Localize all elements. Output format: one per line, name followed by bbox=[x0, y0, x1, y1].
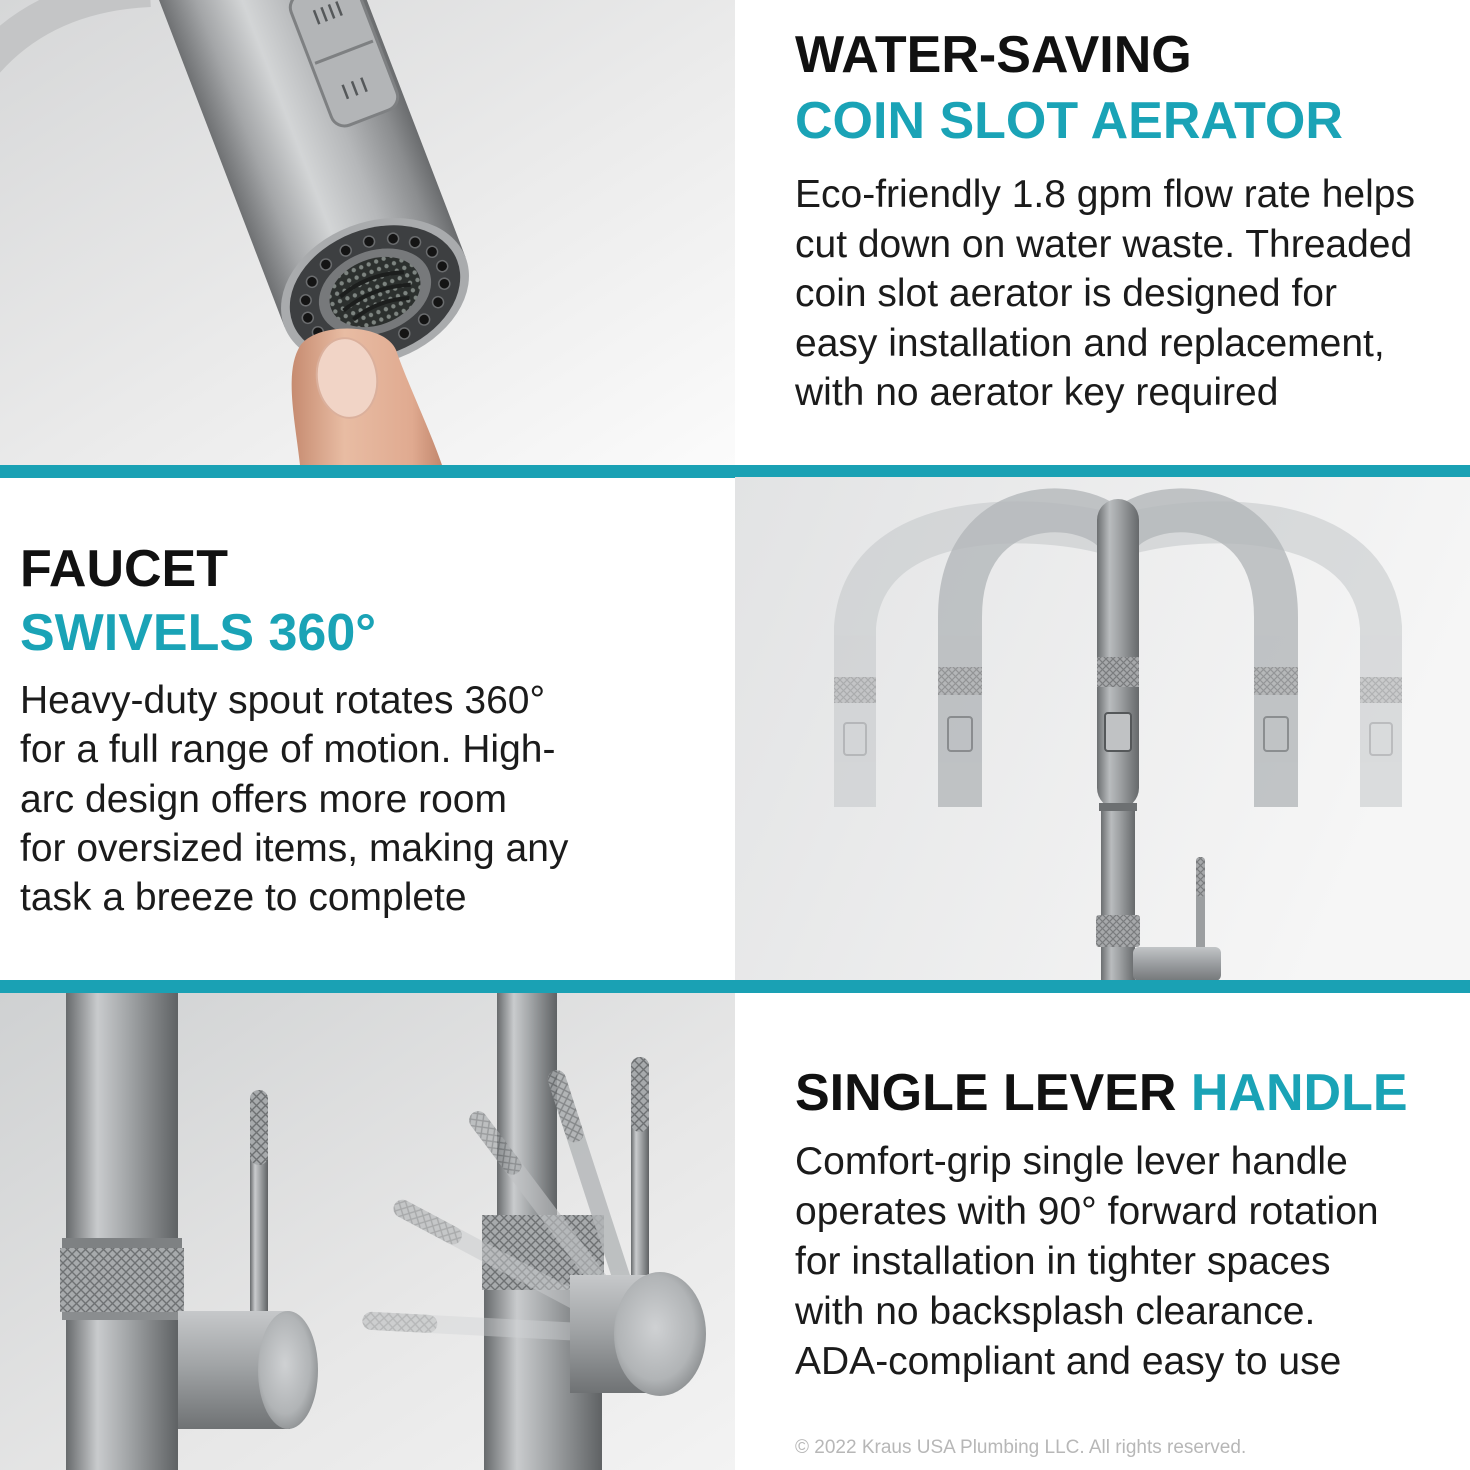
swivel-subtitle: SWIVELS 360° bbox=[20, 604, 377, 662]
lever-title-main: SINGLE LEVER bbox=[795, 1064, 1177, 1122]
swivel-spout-image bbox=[735, 477, 1470, 980]
lever-description-line: with no backsplash clearance. bbox=[795, 1290, 1316, 1333]
stem-knurl-ring bbox=[1096, 915, 1140, 947]
spray-head-collar bbox=[1099, 803, 1137, 811]
swivel-description-line: Heavy-duty spout rotates 360° bbox=[20, 679, 546, 722]
copyright-notice: © 2022 Kraus USA Plumbing LLC. All rights reserved. bbox=[795, 1437, 1247, 1458]
center-spout bbox=[1097, 499, 1139, 809]
lever-description bbox=[795, 1137, 1379, 1387]
aerator-description-line: Eco-friendly 1.8 gpm flow rate helps bbox=[795, 173, 1415, 216]
lever-housing bbox=[1133, 947, 1221, 980]
swivel-description-line: task a breeze to complete bbox=[20, 876, 467, 920]
aerator-subtitle: COIN SLOT AERATOR bbox=[795, 92, 1343, 150]
lever-description-line: for installation in tighter spaces bbox=[795, 1240, 1331, 1283]
lever-description-line: Comfort-grip single lever handle bbox=[795, 1140, 1348, 1183]
lever-end-cap bbox=[614, 1272, 706, 1396]
aerator-title: WATER-SAVING bbox=[795, 26, 1192, 84]
faucet-stem bbox=[1101, 811, 1135, 980]
spray-head-aerator-image bbox=[0, 0, 735, 465]
swivel-description-line: for a full range of motion. High- bbox=[20, 728, 556, 772]
lever-title-accent: HANDLE bbox=[1190, 1064, 1408, 1122]
lever-handle-knurl bbox=[1196, 857, 1205, 897]
swivel-title: FAUCET bbox=[20, 540, 228, 598]
swivel-description-line: for oversized items, making any bbox=[20, 826, 569, 870]
knurl-collar bbox=[62, 1238, 182, 1248]
lever-handle-knurl bbox=[250, 1090, 268, 1165]
section-divider-bottom bbox=[0, 980, 1470, 993]
knurl-collar bbox=[62, 1312, 182, 1320]
faucet-body bbox=[66, 993, 178, 1470]
aerator-description bbox=[795, 170, 1415, 418]
aerator-description-line: coin slot aerator is designed for bbox=[795, 272, 1337, 315]
lever-description-line: ADA-compliant and easy to use bbox=[795, 1340, 1342, 1383]
swivel-description bbox=[20, 676, 568, 922]
swivel-description-line: arc design offers more room bbox=[20, 777, 507, 821]
lever-handle-image bbox=[0, 993, 735, 1470]
lever-end-cap bbox=[258, 1311, 318, 1429]
spray-mode-button bbox=[1105, 713, 1131, 751]
lever-title bbox=[795, 1064, 1408, 1122]
lever-description-line: operates with 90° forward rotation bbox=[795, 1190, 1379, 1233]
knurl-ring bbox=[60, 1248, 184, 1312]
aerator-description-line: cut down on water waste. Threaded bbox=[795, 222, 1413, 266]
spray-head-knurl bbox=[1097, 657, 1139, 687]
aerator-description-line: with no aerator key required bbox=[795, 371, 1279, 414]
aerator-description-line: easy installation and replacement, bbox=[795, 321, 1385, 365]
spout-position-center bbox=[1097, 499, 1139, 811]
